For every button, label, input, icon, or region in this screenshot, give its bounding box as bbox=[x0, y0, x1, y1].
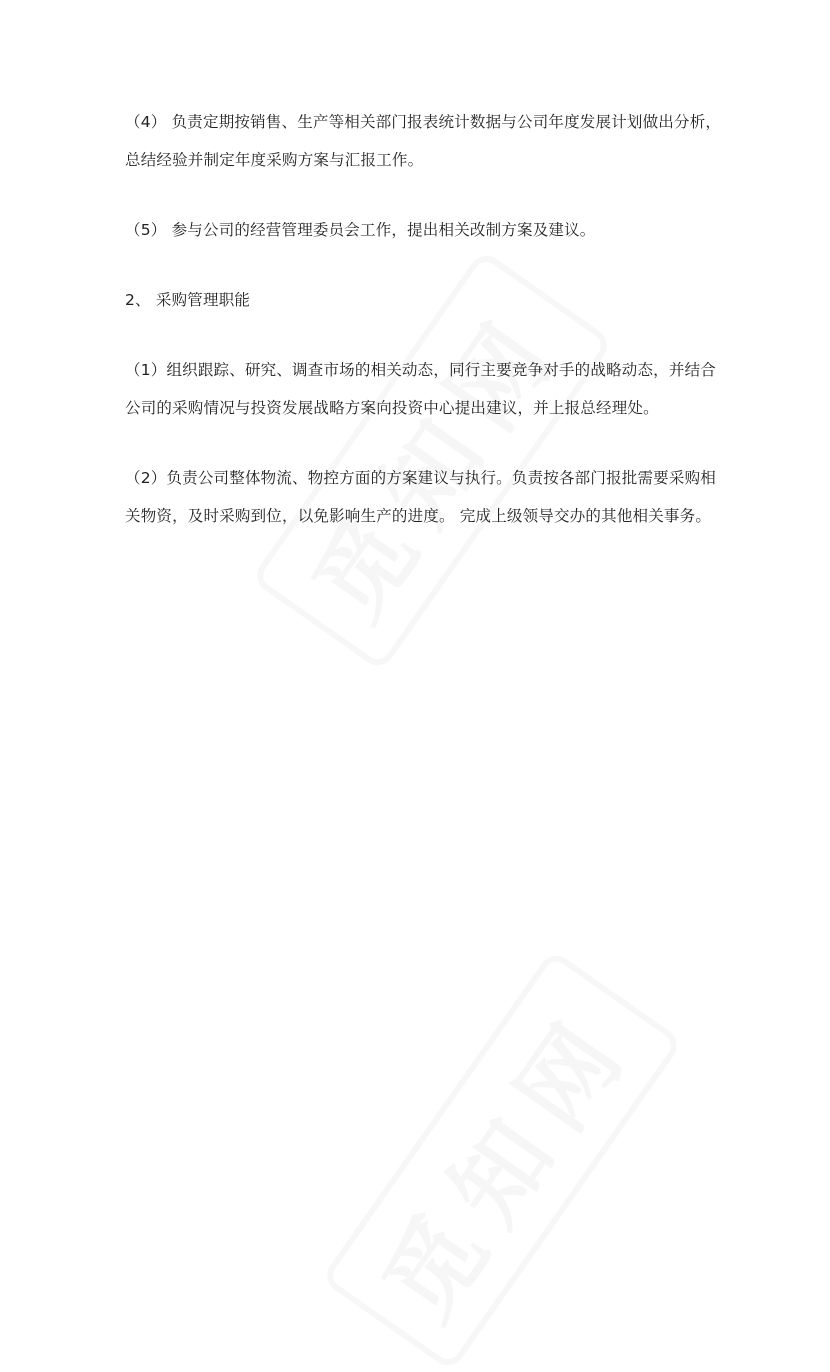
document-body bbox=[125, 103, 725, 567]
paragraph-item-2: （2）负责公司整体物流、物控方面的方案建议与执行。负责按各部门报批需要采购相关物资，及时采购到位，以免影响生产的进度。 完成上级领导交办的其他相关事务。 bbox=[125, 469, 716, 525]
watermark bbox=[320, 949, 684, 1372]
paragraph-item-5: （5） 参与公司的经营管理委员会工作，提出相关改制方案及建议。 bbox=[125, 221, 596, 239]
paragraph-item-4: （4） 负责定期按销售、生产等相关部门报表统计数据与公司年度发展计划做出分析，总结经验并制定年度采购方案与汇报工作。 bbox=[125, 113, 722, 169]
paragraph-item-1: （1）组织跟踪、研究、调查市场的相关动态，同行主要竞争对手的战略动态，并结合公司的采购情况与投资发展战略方案向投资中心提出建议，并上报总经理处。 bbox=[125, 361, 716, 417]
section-heading: 2、 采购管理职能 bbox=[125, 291, 251, 309]
